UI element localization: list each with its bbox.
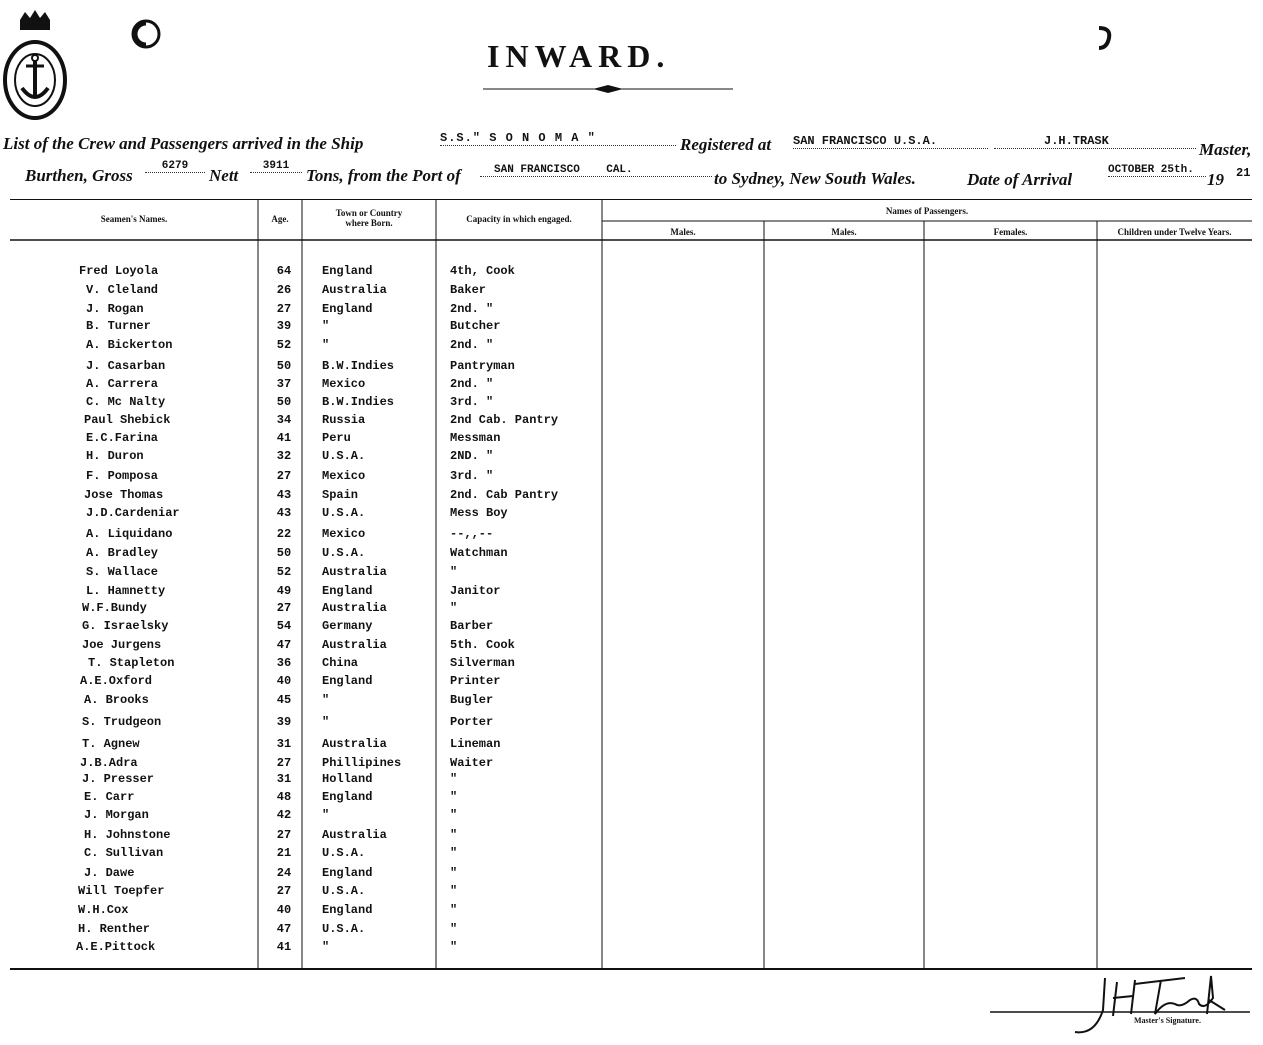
master-signature-label: Master's Signature. [1134, 1016, 1201, 1025]
col-passenger-females: Females. [993, 227, 1028, 237]
port-from-field: SAN FRANCISCO CAL. [480, 164, 712, 177]
crew-age: 41 [276, 940, 292, 954]
crew-capacity: " [450, 884, 458, 898]
col-town-born-line2: where Born. [345, 218, 393, 228]
crew-age: 50 [276, 395, 292, 409]
crew-name: Fred Loyola [79, 264, 159, 278]
crew-name: S. Trudgeon [82, 715, 162, 729]
col-passenger-males-1: Males. [670, 227, 696, 237]
crew-birthplace: " [322, 715, 330, 729]
crew-name: J. Dawe [84, 866, 135, 880]
crew-name: J.D.Cardeniar [86, 506, 180, 520]
crew-name: C. Mc Nalty [86, 395, 166, 409]
crew-birthplace: Peru [322, 431, 351, 445]
crew-name: W.F.Bundy [82, 601, 147, 615]
master-name-field: J.H.TRASK [994, 134, 1196, 149]
crew-birthplace: B.W.Indies [322, 359, 395, 373]
crew-capacity: " [450, 772, 458, 786]
crew-capacity: 2nd. " [450, 377, 494, 391]
master-signature [985, 970, 1255, 1040]
crew-capacity: Baker [450, 283, 487, 297]
crew-capacity: " [450, 846, 458, 860]
punch-hole-mark-icon [130, 18, 162, 50]
crew-capacity: 2nd Cab. Pantry [450, 413, 559, 427]
crew-age: 40 [276, 903, 292, 917]
crew-capacity: Pantryman [450, 359, 515, 373]
crew-name: Jose Thomas [84, 488, 164, 502]
crew-capacity: 3rd. " [450, 395, 494, 409]
crew-age: 41 [276, 431, 292, 445]
crew-age: 64 [276, 264, 292, 278]
crew-age: 22 [276, 527, 292, 541]
crew-age: 54 [276, 619, 292, 633]
crew-age: 36 [276, 656, 292, 670]
crew-name: A. Brooks [84, 693, 149, 707]
nett-label: Nett [209, 166, 239, 185]
crew-capacity: Silverman [450, 656, 515, 670]
tons-port-label: Tons, from the Port of [306, 166, 461, 185]
crew-birthplace: England [322, 264, 373, 278]
crew-capacity: Lineman [450, 737, 501, 751]
crew-age: 34 [276, 413, 292, 427]
master-label: Master, [1199, 140, 1252, 159]
crew-age: 21 [276, 846, 292, 860]
crew-age: 43 [276, 506, 292, 520]
page-title: INWARD. [487, 38, 671, 74]
crew-birthplace: Australia [322, 828, 387, 842]
crew-age: 45 [276, 693, 292, 707]
crew-name: Will Toepfer [78, 884, 165, 898]
crew-birthplace: Mexico [322, 377, 366, 391]
crew-age: 27 [276, 884, 292, 898]
crew-birthplace: " [322, 808, 330, 822]
crew-capacity: --,,-- [450, 527, 494, 541]
crew-birthplace: Germany [322, 619, 373, 633]
crew-age: 27 [276, 302, 292, 316]
crew-capacity: " [450, 922, 458, 936]
crew-birthplace: Holland [322, 772, 373, 786]
crew-name: W.H.Cox [78, 903, 129, 917]
crew-name: T. Stapleton [88, 656, 175, 670]
crew-birthplace: " [322, 338, 330, 352]
crew-name: A. Liquidano [86, 527, 173, 541]
crew-age: 52 [276, 565, 292, 579]
crew-name: J. Casarban [86, 359, 166, 373]
crew-age: 39 [276, 319, 292, 333]
crew-age: 27 [276, 469, 292, 483]
arrival-date-field: OCTOBER 25th. [1108, 164, 1206, 177]
crew-age: 39 [276, 715, 292, 729]
arrival-date-label: Date of Arrival [967, 170, 1073, 189]
crew-age: 32 [276, 449, 292, 463]
crew-name: L. Hamnetty [86, 584, 166, 598]
crew-birthplace: Russia [322, 413, 366, 427]
crew-age: 48 [276, 790, 292, 804]
crew-capacity: " [450, 565, 458, 579]
header-line-1 [3, 134, 363, 154]
crew-birthplace: England [322, 302, 373, 316]
col-town-born-line1: Town or Country [335, 208, 403, 218]
crew-age: 42 [276, 808, 292, 822]
crew-capacity: " [450, 790, 458, 804]
crew-birthplace: U.S.A. [322, 449, 366, 463]
col-passenger-children: Children under Twelve Years. [1117, 227, 1232, 237]
crew-name: B. Turner [86, 319, 151, 333]
crew-name: S. Wallace [86, 565, 159, 579]
crew-capacity: Barber [450, 619, 494, 633]
burthen-label: Burthen, Gross [25, 166, 133, 185]
crew-birthplace: Mexico [322, 527, 366, 541]
crew-birthplace: China [322, 656, 359, 670]
crew-birthplace: Australia [322, 601, 387, 615]
crew-age: 31 [276, 737, 292, 751]
crew-age: 47 [276, 922, 292, 936]
crew-capacity: " [450, 808, 458, 822]
crew-capacity: " [450, 940, 458, 954]
crew-name: J. Morgan [84, 808, 149, 822]
crew-birthplace: Australia [322, 737, 387, 751]
col-passenger-males-2: Males. [831, 227, 857, 237]
crew-birthplace: U.S.A. [322, 546, 366, 560]
crew-birthplace: Spain [322, 488, 359, 502]
title-ornament [483, 84, 733, 94]
crew-name: V. Cleland [86, 283, 159, 297]
crew-capacity: Printer [450, 674, 501, 688]
crew-age: 40 [276, 674, 292, 688]
col-age: Age. [271, 214, 289, 224]
list-intro-label: List of the Crew and Passengers arrived in the Ship [3, 134, 364, 153]
crew-age: 47 [276, 638, 292, 652]
crew-name: A. Bickerton [86, 338, 173, 352]
crew-name: G. Israelsky [82, 619, 169, 633]
crew-age: 50 [276, 359, 292, 373]
crew-capacity: 4th, Cook [450, 264, 515, 278]
binding-mark-icon [1095, 26, 1113, 50]
crew-birthplace: " [322, 693, 330, 707]
crew-capacity: Bugler [450, 693, 494, 707]
crew-table-grid [10, 199, 1252, 971]
crew-name: A.E.Oxford [80, 674, 153, 688]
crew-age: 37 [276, 377, 292, 391]
crew-name: E.C.Farina [86, 431, 159, 445]
crew-name: H. Renther [78, 922, 151, 936]
ship-name-field: S.S." S O N O M A " [440, 131, 676, 146]
crew-name: J. Presser [82, 772, 155, 786]
crew-birthplace: U.S.A. [322, 846, 366, 860]
crew-name: A.E.Pittock [76, 940, 156, 954]
crew-birthplace: U.S.A. [322, 506, 366, 520]
crew-capacity: Messman [450, 431, 501, 445]
crew-age: 27 [276, 756, 292, 770]
crew-capacity: " [450, 866, 458, 880]
crew-capacity: 2ND. " [450, 449, 494, 463]
destination-label: to Sydney, New South Wales. [714, 169, 916, 188]
crew-birthplace: England [322, 674, 373, 688]
crew-capacity: Mess Boy [450, 506, 508, 520]
crew-capacity: Porter [450, 715, 494, 729]
crew-name: F. Pomposa [86, 469, 159, 483]
crew-capacity: 2nd. " [450, 302, 494, 316]
crew-capacity: Watchman [450, 546, 508, 560]
arrival-year-field: 21 [1236, 166, 1251, 180]
col-seamen-names: Seamen's Names. [100, 214, 168, 224]
crew-age: 50 [276, 546, 292, 560]
crew-birthplace: Phillipines [322, 756, 402, 770]
crew-capacity: 3rd. " [450, 469, 494, 483]
crew-age: 43 [276, 488, 292, 502]
crew-name: T. Agnew [82, 737, 140, 751]
crew-name: J.B.Adra [80, 756, 138, 770]
crew-name: Joe Jurgens [82, 638, 162, 652]
col-town-born [302, 208, 436, 228]
crew-birthplace: Australia [322, 565, 387, 579]
crew-capacity: " [450, 903, 458, 917]
crew-age: 27 [276, 601, 292, 615]
col-capacity: Capacity in which engaged. [466, 214, 572, 224]
crew-name: C. Sullivan [84, 846, 164, 860]
crew-birthplace: Mexico [322, 469, 366, 483]
crew-capacity: " [450, 601, 458, 615]
crew-capacity: 2nd. Cab Pantry [450, 488, 559, 502]
crew-birthplace: " [322, 319, 330, 333]
crew-age: 24 [276, 866, 292, 880]
arrival-year-prefix: 19 [1207, 170, 1224, 189]
crew-age: 27 [276, 828, 292, 842]
crew-name: H. Johnstone [84, 828, 171, 842]
crew-age: 49 [276, 584, 292, 598]
crew-name: E. Carr [84, 790, 135, 804]
crew-capacity: Janitor [450, 584, 501, 598]
col-passengers: Names of Passengers. [885, 206, 969, 216]
gross-tons-field: 6279 [145, 160, 205, 173]
crew-capacity: 5th. Cook [450, 638, 515, 652]
crew-age: 26 [276, 283, 292, 297]
crew-birthplace: England [322, 584, 373, 598]
crew-name: J. Rogan [86, 302, 144, 316]
crew-capacity: Butcher [450, 319, 501, 333]
crew-capacity: 2nd. " [450, 338, 494, 352]
crew-name: A. Carrera [86, 377, 159, 391]
registered-at-field: SAN FRANCISCO U.S.A. [793, 134, 988, 149]
crew-name: H. Duron [86, 449, 144, 463]
registered-at-label: Registered at [680, 135, 772, 154]
crew-birthplace: U.S.A. [322, 884, 366, 898]
crew-birthplace: U.S.A. [322, 922, 366, 936]
crew-name: Paul Shebick [84, 413, 171, 427]
crew-birthplace: Australia [322, 283, 387, 297]
crew-birthplace: England [322, 790, 373, 804]
crew-birthplace: England [322, 866, 373, 880]
crew-age: 31 [276, 772, 292, 786]
crew-birthplace: " [322, 940, 330, 954]
crew-capacity: Waiter [450, 756, 494, 770]
shipping-master-seal-icon [0, 10, 70, 120]
crew-birthplace: Australia [322, 638, 387, 652]
crew-capacity: " [450, 828, 458, 842]
crew-birthplace: England [322, 903, 373, 917]
crew-age: 52 [276, 338, 292, 352]
nett-tons-field: 3911 [250, 160, 302, 173]
crew-name: A. Bradley [86, 546, 159, 560]
crew-birthplace: B.W.Indies [322, 395, 395, 409]
